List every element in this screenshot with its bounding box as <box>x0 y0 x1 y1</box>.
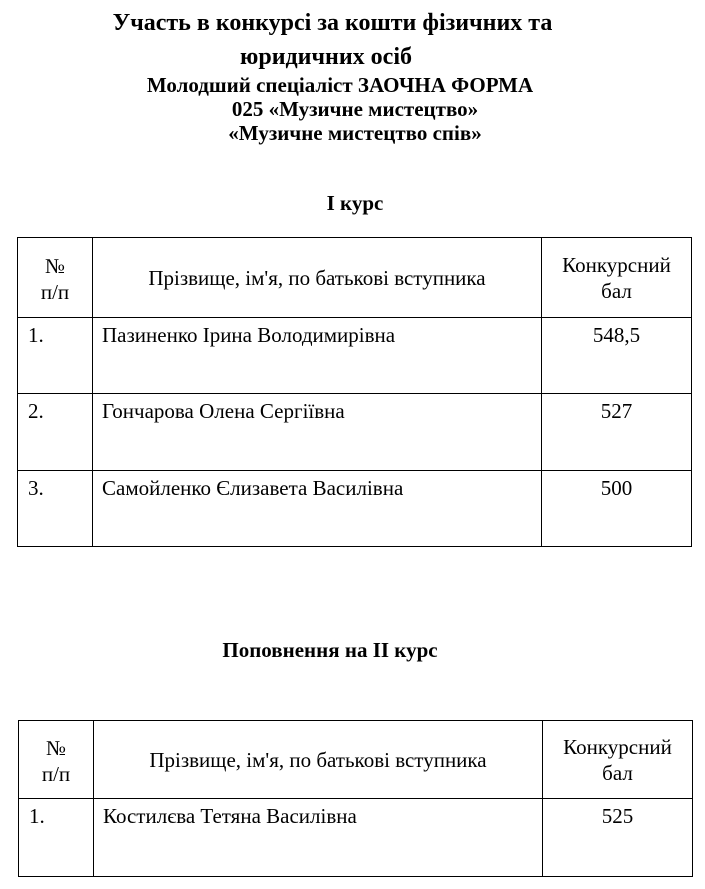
header-score <box>543 721 693 799</box>
program-level: Молодший спеціаліст ЗАОЧНА ФОРМА <box>146 73 534 97</box>
header-score-line1: Конкурсний <box>562 252 671 277</box>
row-score: 527 <box>542 394 692 471</box>
row-name: Костилєва Тетяна Василівна <box>94 799 543 877</box>
row-num: 3. <box>18 471 93 547</box>
row-score: 500 <box>542 471 692 547</box>
row-name: Самойленко Єлизавета Василівна <box>93 471 542 547</box>
row-num: 2. <box>18 394 93 471</box>
row-score: 525 <box>543 799 693 877</box>
section1-heading: I курс <box>326 191 384 215</box>
header-num-line1: № <box>44 253 66 278</box>
table-header-row <box>19 721 693 799</box>
header-name: Прізвище, ім'я, по батькові вступника <box>94 721 543 799</box>
table-row <box>18 318 692 394</box>
row-name: Пазиненко Ірина Володимирівна <box>93 318 542 394</box>
header-num-line1: № <box>45 735 67 760</box>
section1-table <box>17 237 692 547</box>
row-num: 1. <box>18 318 93 394</box>
row-num: 1. <box>19 799 94 877</box>
header-num <box>18 238 93 318</box>
specialization: «Музичне мистецтво спів» <box>228 121 482 145</box>
header-score <box>542 238 692 318</box>
header-num-line2: п/п <box>41 761 71 786</box>
header-name: Прізвище, ім'я, по батькові вступника <box>93 238 542 318</box>
section2-table <box>18 720 693 877</box>
header-score-line1: Конкурсний <box>563 734 672 759</box>
header-num <box>19 721 94 799</box>
table-row <box>18 394 692 471</box>
header-score-line2: бал <box>601 278 632 303</box>
document-title-line1: Участь в конкурсі за кошти фізичних та <box>112 10 553 36</box>
row-name: Гончарова Олена Сергіївна <box>93 394 542 471</box>
row-score: 548,5 <box>542 318 692 394</box>
table-header-row <box>18 238 692 318</box>
header-num-line2: п/п <box>40 279 70 304</box>
specialty-code: 025 «Музичне мистецтво» <box>231 97 479 121</box>
section2-heading: Поповнення на II курс <box>222 638 438 662</box>
table-row <box>19 799 693 877</box>
header-score-line2: бал <box>602 760 633 785</box>
document-title-line2: юридичних осіб <box>240 44 412 70</box>
table-row <box>18 471 692 547</box>
